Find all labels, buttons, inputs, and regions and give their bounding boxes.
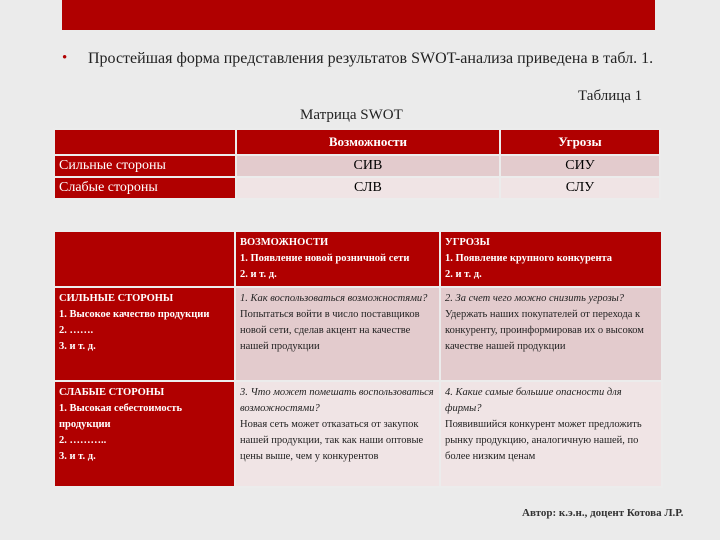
item: 2. ……….. [59, 435, 107, 446]
table-cell: СИВ [236, 155, 500, 177]
table-row [54, 381, 662, 487]
item: 3. и т. д. [59, 341, 96, 352]
row-header: Сильные стороны [54, 155, 236, 177]
header-cell [54, 129, 236, 155]
item: 1. Высокая себестоимость продукции [59, 403, 183, 430]
question: 4. Какие самые большие опасности для фирмы? [445, 387, 622, 414]
table-cell [440, 287, 662, 381]
table-cell: СИУ [500, 155, 660, 177]
question: 3. Что может помешать воспользоваться возможностями? [240, 387, 434, 414]
table-cell [235, 381, 440, 487]
header-cell: Угрозы [500, 129, 660, 155]
weaknesses-header [54, 381, 235, 487]
corner-cell [54, 231, 235, 287]
heading: СИЛЬНЫЕ СТОРОНЫ [59, 293, 174, 304]
table-cell: СЛУ [500, 177, 660, 199]
swot-detail-table [53, 230, 663, 488]
author-credit: Автор: к.э.н., доцент Котова Л.Р. [522, 507, 684, 519]
opportunities-header [235, 231, 440, 287]
row-header: Слабые стороны [54, 177, 236, 199]
item: 1. Высокое качество продукции [59, 309, 210, 320]
table-number: Таблица 1 [578, 88, 643, 104]
table-cell [440, 381, 662, 487]
heading: ВОЗМОЖНОСТИ [240, 237, 329, 248]
item: 2. ……. [59, 325, 94, 336]
heading: СЛАБЫЕ СТОРОНЫ [59, 387, 165, 398]
table-cell [235, 287, 440, 381]
item: 1. Появление крупного конкурента [445, 253, 613, 264]
matrix-title: Матрица SWOT [300, 107, 403, 123]
heading: УГРОЗЫ [445, 237, 490, 248]
swot-matrix-table [53, 128, 661, 200]
intro-text: Простейшая форма представления результатов SWOT-анализа приведена в табл. 1. [88, 50, 654, 67]
title-bar [62, 0, 655, 30]
item: 2. и т. д. [445, 269, 482, 280]
table-row [54, 287, 662, 381]
answer: Удержать наших покупателей от перехода к конкуренту, проинформировав их о высоком качестве нашей продукции [445, 309, 644, 352]
item: 3. и т. д. [59, 451, 96, 462]
table-header-row [54, 231, 662, 287]
strengths-header [54, 287, 235, 381]
table-row [54, 155, 660, 177]
bullet-icon: • [62, 50, 68, 66]
table-row [54, 177, 660, 199]
header-cell: Возможности [236, 129, 500, 155]
item: 2. и т. д. [240, 269, 277, 280]
answer: Появившийся конкурент может предложить рынку продукцию, аналогичную нашей, по более низким ценам [445, 419, 642, 462]
threats-header [440, 231, 662, 287]
answer: Новая сеть может отказаться от закупок нашей продукции, так как наши оптовые цены выше, чем у конкурентов [240, 419, 424, 462]
table-header-row [54, 129, 660, 155]
answer: Попытаться войти в число поставщиков новой сети, сделав акцент на качестве нашей продукции [240, 309, 420, 352]
question: 2. За счет чего можно снизить угрозы? [445, 293, 625, 304]
item: 1. Появление новой розничной сети [240, 253, 410, 264]
table-cell: СЛВ [236, 177, 500, 199]
question: 1. Как воспользоваться возможностями? [240, 293, 428, 304]
